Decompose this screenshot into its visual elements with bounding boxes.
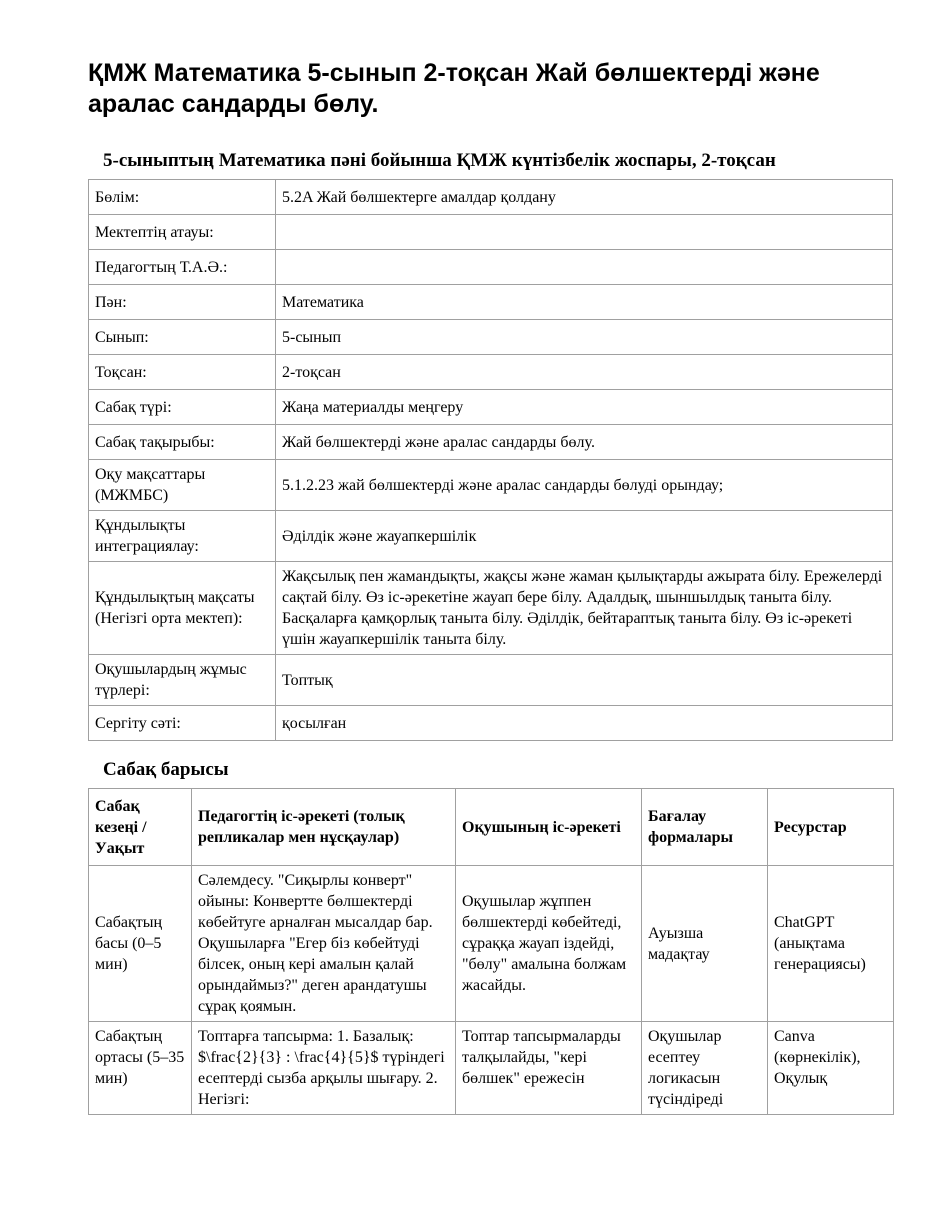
info-row bbox=[89, 460, 893, 511]
lesson-column-header: Оқушының іс-әрекеті bbox=[456, 789, 642, 866]
lesson-table bbox=[88, 788, 894, 1115]
plan-heading: 5-сыныптың Математика пәні бойынша ҚМЖ күнтізбелік жоспары, 2-тоқсан bbox=[103, 150, 776, 171]
info-row bbox=[89, 250, 893, 285]
document-title: ҚМЖ Математика 5-сынып 2-тоқсан Жай бөлшектерді және аралас сандарды бөлу. bbox=[88, 59, 820, 118]
info-label: Сабақ тақырыбы: bbox=[89, 425, 276, 460]
info-row bbox=[89, 355, 893, 390]
lesson-heading: Сабақ барысы bbox=[103, 759, 229, 780]
info-label: Оқу мақсаттары (МЖМБС) bbox=[89, 460, 276, 511]
lesson-cell: ChatGPT (анықтама генерациясы) bbox=[768, 866, 894, 1022]
info-label: Пән: bbox=[89, 285, 276, 320]
info-label: Сабақ түрі: bbox=[89, 390, 276, 425]
info-value bbox=[276, 250, 893, 285]
info-label: Мектептің атауы: bbox=[89, 215, 276, 250]
info-row bbox=[89, 180, 893, 215]
info-row bbox=[89, 320, 893, 355]
info-value: 2-тоқсан bbox=[276, 355, 893, 390]
lesson-cell: Canva (көрнекілік), Оқулық bbox=[768, 1022, 894, 1115]
lesson-cell: Сабақтың басы (0–5 мин) bbox=[89, 866, 192, 1022]
lesson-cell: Топтар тапсырмаларды талқылайды, "кері бөлшек" ережесін bbox=[456, 1022, 642, 1115]
info-label: Құндылықты интеграциялау: bbox=[89, 511, 276, 562]
info-value: Математика bbox=[276, 285, 893, 320]
info-label: Педагогтың Т.А.Ә.: bbox=[89, 250, 276, 285]
info-label: Бөлім: bbox=[89, 180, 276, 215]
info-label: Құндылықтың мақсаты (Негізгі орта мектеп): bbox=[89, 562, 276, 655]
info-row bbox=[89, 425, 893, 460]
info-value: Әділдік және жауапкершілік bbox=[276, 511, 893, 562]
info-label: Оқушылардың жұмыс түрлері: bbox=[89, 655, 276, 706]
info-value bbox=[276, 215, 893, 250]
info-label: Сынып: bbox=[89, 320, 276, 355]
info-table bbox=[88, 179, 893, 741]
lesson-cell: Ауызша мадақтау bbox=[642, 866, 768, 1022]
info-value: 5.2A Жай бөлшектерге амалдар қолдану bbox=[276, 180, 893, 215]
lesson-cell: Сабақтың ортасы (5–35 мин) bbox=[89, 1022, 192, 1115]
lesson-table-body bbox=[89, 866, 894, 1115]
info-value: Жақсылық пен жамандықты, жақсы және жаман қылықтарды ажырата білу. Ережелерді сақтай білу. Өз іс-әрекетіне жауап бере білу. Адалдық, шыншылдық таныта білу. Басқаларға қамқорлық таныта білу. Әділдік, бейтараптық таныта білу. Өз іс-әрекеті үшін жауапкершілік таныта білу. bbox=[276, 562, 893, 655]
lesson-cell: Оқушылар жұппен бөлшектерді көбейтеді, сұраққа жауап іздейді, "бөлу" амалына болжам жасайды. bbox=[456, 866, 642, 1022]
info-row bbox=[89, 655, 893, 706]
lesson-row bbox=[89, 1022, 894, 1115]
info-value: қосылған bbox=[276, 706, 893, 741]
info-value: Жаңа материалды меңгеру bbox=[276, 390, 893, 425]
info-label: Сергіту сәті: bbox=[89, 706, 276, 741]
lesson-table-header-row bbox=[89, 789, 894, 866]
lesson-column-header: Сабақ кезеңі / Уақыт bbox=[89, 789, 192, 866]
info-table-body bbox=[89, 180, 893, 741]
lesson-cell: Сәлемдесу. "Сиқырлы конверт" ойыны: Конвертте бөлшектерді көбейтуге арналған мысалдар бар. Оқушыларға "Егер біз көбейтуді білсек, оның кері амалын қалай орындаймыз?" деген арандатушы сұрақ қоямын. bbox=[192, 866, 456, 1022]
info-value: 5-сынып bbox=[276, 320, 893, 355]
info-row bbox=[89, 562, 893, 655]
info-label: Тоқсан: bbox=[89, 355, 276, 390]
info-value: Жай бөлшектерді және аралас сандарды бөлу. bbox=[276, 425, 893, 460]
lesson-column-header: Бағалау формалары bbox=[642, 789, 768, 866]
lesson-row bbox=[89, 866, 894, 1022]
lesson-cell: Топтарға тапсырма: 1. Базалық: $\frac{2}{3} : \frac{4}{5}$ түріндегі есептерді сызба арқылы шығару. 2. Негізгі: bbox=[192, 1022, 456, 1115]
lesson-column-header: Педагогтің іс-әрекеті (толық репликалар мен нұсқаулар) bbox=[192, 789, 456, 866]
info-row bbox=[89, 511, 893, 562]
lesson-column-header: Ресурстар bbox=[768, 789, 894, 866]
info-row bbox=[89, 706, 893, 741]
info-row bbox=[89, 215, 893, 250]
info-row bbox=[89, 390, 893, 425]
lesson-cell: Оқушылар есептеу логикасын түсіндіреді bbox=[642, 1022, 768, 1115]
info-value: 5.1.2.23 жай бөлшектерді және аралас сандарды бөлуді орындау; bbox=[276, 460, 893, 511]
info-row bbox=[89, 285, 893, 320]
info-value: Топтық bbox=[276, 655, 893, 706]
